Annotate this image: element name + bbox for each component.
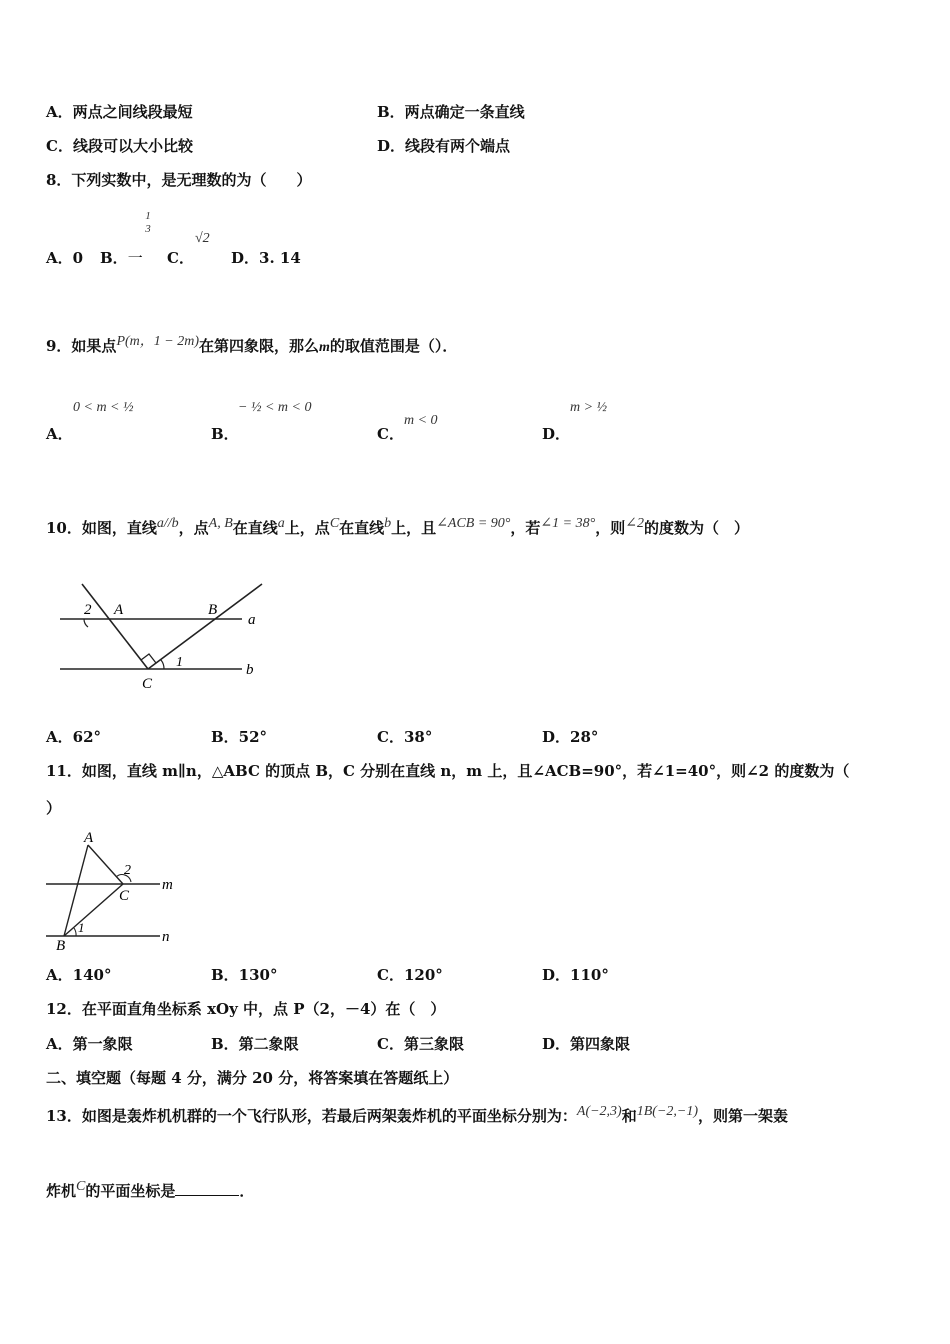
q10-option-c: C．38° <box>377 728 433 746</box>
q12-option-a: A．第一象限 <box>46 1035 133 1053</box>
q10-math-4: C <box>329 516 340 531</box>
q10-text-8: ，则 <box>595 519 626 537</box>
q10-math-5: b <box>384 516 392 531</box>
q10-text-5: 在直线 <box>339 519 385 537</box>
q10-option-b: B．52° <box>211 728 268 746</box>
q13-text-6: ． <box>239 1182 255 1200</box>
q12-option-d: D．第四象限 <box>542 1035 631 1053</box>
q11-label-m: m <box>162 877 173 893</box>
q13-math-1: A(−2,3) <box>576 1104 622 1119</box>
q10-text-4: 上，点 <box>284 519 330 537</box>
q10-segment-ac <box>82 584 148 669</box>
q10-angle-2-arc <box>84 619 88 627</box>
q13-text-5: 的平面坐标是 <box>85 1182 176 1200</box>
q11-stem-end: ） <box>46 799 62 817</box>
q12-option-b: B．第二象限 <box>211 1035 299 1053</box>
q9-var: m <box>319 340 330 355</box>
q11-segment-ac <box>88 845 123 884</box>
q10-figure <box>50 578 275 696</box>
q10-label-2: 2 <box>84 602 92 618</box>
q10-math-1: a//b <box>156 516 179 531</box>
q9-option-d-label: D． <box>542 425 571 443</box>
q7-option-b: B．两点确定一条直线 <box>377 103 525 121</box>
q10-text-3: 在直线 <box>232 519 278 537</box>
q11-label-A: A <box>84 830 94 846</box>
q9-stem-pre: 9．如果点 <box>46 337 117 355</box>
q12-option-c: C．第三象限 <box>377 1035 464 1053</box>
q8-fraction-numerator: 1 <box>145 210 151 222</box>
q11-angle-1-arc <box>74 928 76 936</box>
q8-option-b-label: B． <box>100 249 128 267</box>
q7-option-a: A．两点之间线段最短 <box>46 103 193 121</box>
q10-text-9: 的度数为（ ） <box>643 519 749 537</box>
q10-text-6: 上，且 <box>391 519 437 537</box>
q11-label-C: C <box>119 888 130 904</box>
q9-stem-post: 的取值范围是（）． <box>329 337 458 355</box>
q13-stem-line-2 <box>46 1181 254 1203</box>
q9-option-b-label: B． <box>211 425 239 443</box>
q11-figure <box>42 826 182 954</box>
q10-math-8: ∠2 <box>625 516 644 531</box>
q9-stem-mid: 在第四象限，那么 <box>198 337 319 355</box>
q10-label-b: b <box>246 662 254 678</box>
section-2-title: 二、填空题（每题 4 分，满分 20 分，将答案填在答题纸上） <box>46 1069 459 1087</box>
q9-option-d-math: m > ½ <box>570 400 608 415</box>
q10-text-7: ，若 <box>510 519 541 537</box>
q8-option-c-label: C． <box>167 249 194 267</box>
q10-angle-1-arc <box>161 660 164 669</box>
q13-text-4: 炸机 <box>46 1182 77 1200</box>
q8-fraction <box>143 210 153 236</box>
q13-text-3: ，则第一架轰 <box>698 1107 789 1125</box>
q9-option-a-label: A． <box>46 425 73 443</box>
q8-option-d: D．3. 14 <box>231 249 301 267</box>
q10-text-2: ，点 <box>178 519 209 537</box>
q9-stem <box>46 336 457 358</box>
q8-option-a: A．0 <box>46 249 84 267</box>
q10-stem <box>46 518 749 540</box>
q11-option-d: D．110° <box>542 966 609 984</box>
q7-option-c: C．线段可以大小比较 <box>46 137 193 155</box>
q12-stem: 12．在平面直角坐标系 xOy 中，点 P（2，－4）在（ ） <box>46 1000 446 1018</box>
q11-stem: 11．如图，直线 m∥n，△ABC 的顶点 B，C 分别在直线 n，m 上，且∠ACB=90°，若∠1=40°，则∠2 的度数为（ <box>46 762 850 780</box>
q11-option-a: A．140° <box>46 966 112 984</box>
q10-math-7: ∠1 = 38° <box>540 516 596 531</box>
q8-fraction-denominator: 3 <box>145 223 151 235</box>
q10-label-1: 1 <box>176 655 183 670</box>
q10-option-d: D．28° <box>542 728 599 746</box>
q9-option-a-math: 0 < m < ½ <box>73 400 134 415</box>
q10-math-6: ∠ACB = 90° <box>436 516 511 531</box>
q11-segment-bc <box>64 884 123 936</box>
q11-label-n: n <box>162 929 170 945</box>
q11-option-b: B．130° <box>211 966 278 984</box>
q11-option-c: C．120° <box>377 966 443 984</box>
q13-text-1: 13．如图是轰炸机机群的一个飞行队形，若最后两架轰炸机的平面坐标分别为： <box>46 1107 577 1125</box>
q13-math-3: C <box>76 1179 86 1194</box>
q10-text-1: 10．如图，直线 <box>46 519 157 537</box>
q10-label-A: A <box>114 602 124 618</box>
q11-label-1: 1 <box>78 920 85 935</box>
q11-label-B: B <box>56 938 66 954</box>
q10-option-a: A．62° <box>46 728 102 746</box>
q13-text-2: 和 <box>621 1107 637 1125</box>
q8-option-c-math: √2 <box>195 231 210 246</box>
q13-math-2: 1B(−2,−1) <box>636 1104 699 1119</box>
q10-label-B: B <box>208 602 218 618</box>
q13-answer-blank[interactable] <box>175 1181 239 1196</box>
q10-label-a: a <box>248 612 256 628</box>
q10-segment-bc <box>148 584 262 669</box>
q8-stem: 8．下列实数中，是无理数的为（ ） <box>46 171 312 189</box>
q10-math-2: A, B <box>208 516 233 531</box>
q10-label-C: C <box>142 676 153 692</box>
q11-label-2: 2 <box>124 863 131 878</box>
q8-option-b-dash: 一 <box>127 249 143 267</box>
q9-option-c-math: m < 0 <box>404 413 438 428</box>
q9-option-b-math: − ½ < m < 0 <box>238 400 312 415</box>
q9-point: P(m，1 − 2m) <box>116 334 199 349</box>
q8-option-b <box>100 248 143 268</box>
q9-option-c-label: C． <box>377 425 404 443</box>
q10-math-3: a <box>277 516 285 531</box>
q13-stem-line-1 <box>46 1106 788 1128</box>
q7-option-d: D．线段有两个端点 <box>377 137 511 155</box>
